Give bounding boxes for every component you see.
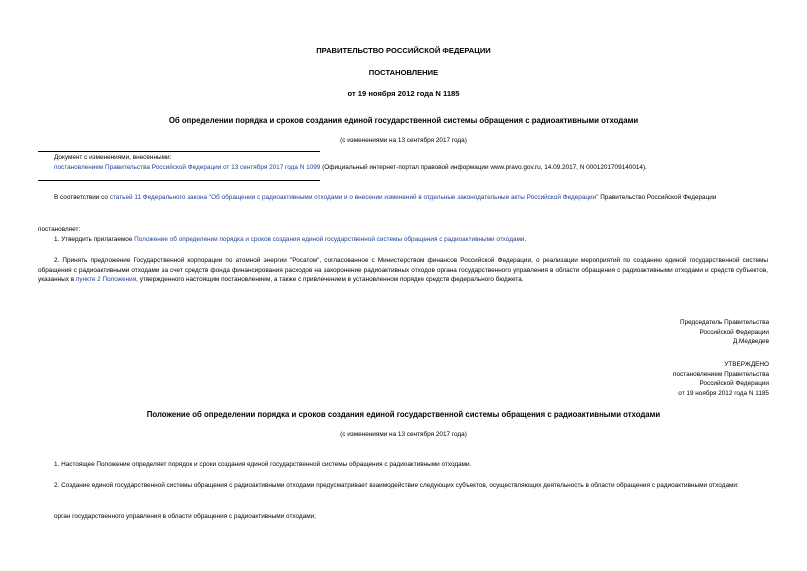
amendments-line <box>54 163 774 173</box>
item-2-text: 2. Принять предложение Государственной корпорации по атомной энергии "Росатом", согласованное с Министерством финансов Российской Федерации, о реализации мероприятий по созданию единой государственной системы обращения с радиоактивными отходами за счет средств фонда финансирования расходов на захоронение радиоактивных отходов органа государственного управления в области обращения с радиоактивными отходами и средств субъектов, указанных в <box>38 257 768 284</box>
government-heading: ПРАВИТЕЛЬСТВО РОССИЙСКОЙ ФЕДЕРАЦИИ <box>316 46 491 55</box>
regulation-link[interactable]: Положение об определении порядка и сроков создания единой государственной системы обращения с радиоактивными отходами <box>134 236 525 243</box>
amendment-link[interactable]: постановлением Правительства Российской Федерации от 13 сентября 2017 года N 1099 <box>54 164 321 171</box>
amendments-bottom-rule <box>38 180 320 181</box>
document-type: ПОСТАНОВЛЕНИЕ <box>368 68 439 77</box>
amendments-label: Документ с изменениями, внесенными: <box>54 154 172 161</box>
signature-country: Российской Федерации <box>699 328 769 336</box>
amendments-top-rule <box>38 151 320 152</box>
item-1-paragraph <box>38 235 768 245</box>
changes-note: (с изменениями на 13 сентября 2017 года) <box>340 137 467 144</box>
signature-block <box>529 318 769 347</box>
approval-block <box>529 360 769 398</box>
item-1-end: . <box>524 236 527 243</box>
approval-label: УТВЕРЖДЕНО <box>724 361 769 368</box>
item-2-end: , утвержденного настоящим постановлением, а также с привлечением в установленном порядке средств федерального бюджета. <box>136 276 524 284</box>
item-2-paragraph <box>38 256 768 285</box>
approval-country: Российской Федерации <box>699 380 769 388</box>
regulation-clause-2-item: орган государственного управления в области обращения с радиоактивными отходами; <box>54 513 316 520</box>
signature-name: Д.Медведев <box>732 338 769 346</box>
item-1-text: 1. Утвердить прилагаемое <box>54 236 135 243</box>
approval-date: от 19 ноября 2012 года N 1185 <box>678 389 769 397</box>
amendment-source: (Официальный интернет-портал правовой информации www.pravo.gov.ru, 14.09.2017, N 0001201709140014). <box>320 164 647 171</box>
preamble-text: В соответствии со <box>54 194 110 201</box>
document-title: Об определении порядка и сроков создания единой государственной системы обращения с радиоактивными отходами <box>168 116 639 125</box>
regulation-clause-2: 2. Создание единой государственной системы обращения с радиоактивными отходами предусматривает взаимодействие следующих субъектов, осуществляющих деятельность в области обращения с радиоактивными отходами: <box>54 482 739 489</box>
preamble-text-end: Правительство Российской Федерации <box>598 194 717 201</box>
preamble-paragraph <box>38 193 768 203</box>
document-date-number: от 19 ноября 2012 года N 1185 <box>347 89 460 98</box>
regulation-clause-2-link[interactable]: пункте 2 Положения <box>75 276 137 284</box>
approval-by: постановлением Правительства <box>673 370 769 378</box>
signature-position: Председатель Правительства <box>680 319 769 326</box>
decides-label: постановляет: <box>38 226 81 233</box>
regulation-changes-note: (с изменениями на 13 сентября 2017 года) <box>340 431 467 438</box>
federal-law-link[interactable]: статьей 11 Федерального закона "Об обращении с радиоактивными отходами и о внесении изменений в отдельные законодательные акты Российской Федерации" <box>109 194 599 201</box>
regulation-title: Положение об определении порядка и сроков создания единой государственной системы обращения с радиоактивными отходами <box>146 410 661 419</box>
regulation-clause-1: 1. Настоящее Положение определяет порядок и сроки создания единой государственной системы обращения с радиоактивными отходами. <box>54 461 472 468</box>
